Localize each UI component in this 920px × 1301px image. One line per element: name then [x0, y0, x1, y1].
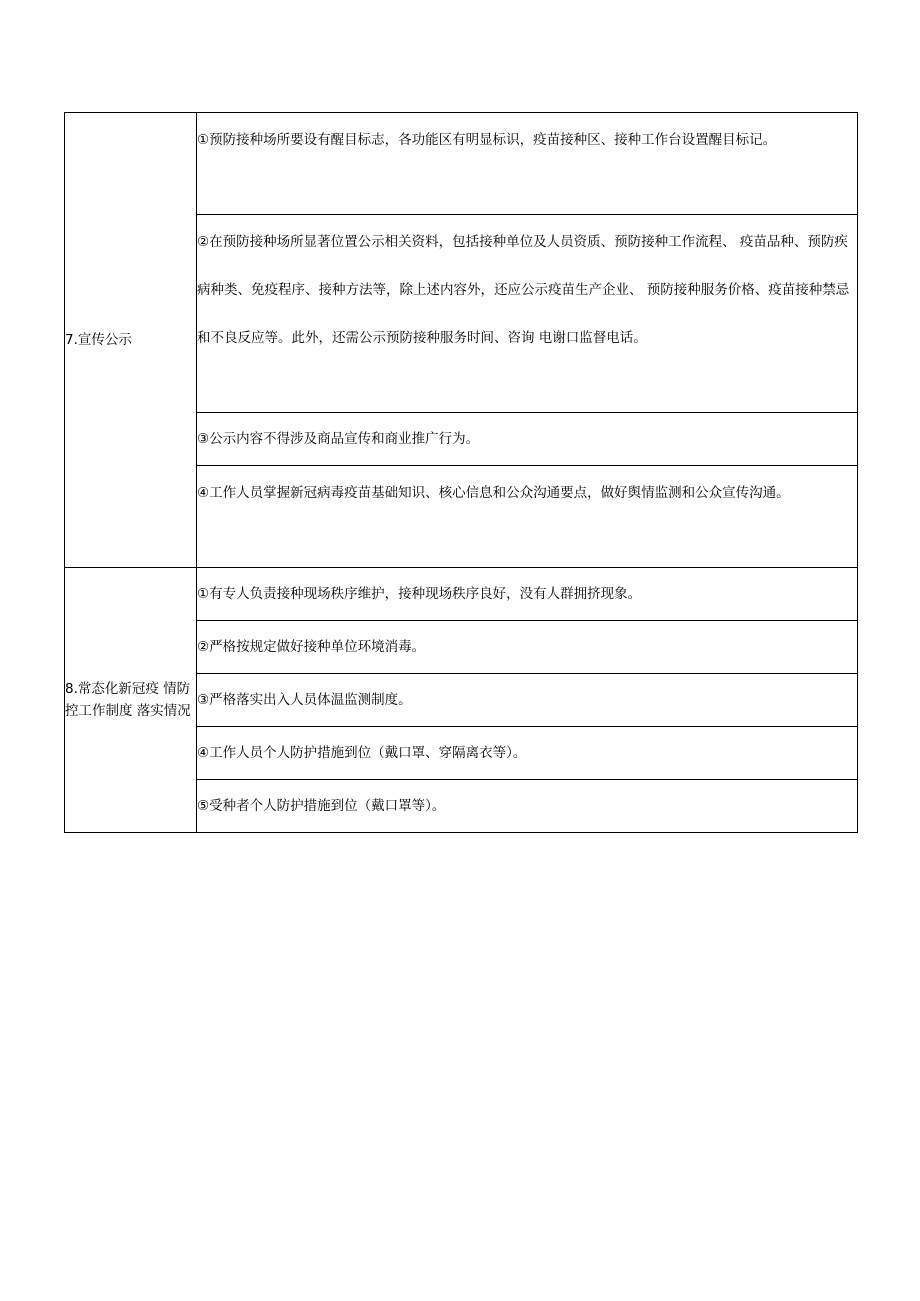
- category-label: 8.常态化新冠疫 情防控工作制度 落实情况: [65, 681, 191, 719]
- table-row: [65, 568, 858, 621]
- item-text: ③公示内容不得涉及商品宣传和商业推广行为。: [197, 431, 480, 447]
- item-cell: [197, 466, 858, 568]
- category-cell: [65, 113, 197, 568]
- requirements-table: [64, 112, 858, 833]
- item-text: ③严格落实出入人员体温监测制度。: [197, 692, 412, 708]
- category-cell: [65, 568, 197, 833]
- item-text: ④工作人员个人防护措施到位（戴口罩、穿隔离衣等）。: [197, 745, 527, 761]
- item-cell: [197, 780, 858, 833]
- item-text: ①预防接种场所要设有醒目标志，各功能区有明显标识，疫苗接种区、接种工作台设置醒目标记。: [197, 132, 777, 148]
- item-cell: [197, 568, 858, 621]
- item-text: ②严格按规定做好接种单位环境消毒。: [197, 639, 426, 655]
- item-text: ①有专人负责接种现场秩序维护，接种现场秩序良好，没有人群拥挤现象。: [197, 586, 642, 602]
- item-cell: [197, 727, 858, 780]
- item-cell: [197, 621, 858, 674]
- category-label: 7.宣传公示: [65, 332, 132, 348]
- table-row: [65, 113, 858, 215]
- item-text: ②在预防接种场所显著位置公示相关资料，包括接种单位及人员资质、预防接种工作流程、 疫苗品种、预防疾病种类、免疫程序、接种方法等，除上述内容外，还应公示疫苗生产企业、 预防接种服务价格、疫苗接种禁忌和不良反应等。此外，还需公示预防接种服务时间、咨询 电谢口监督电话。: [197, 234, 850, 346]
- item-cell: [197, 215, 858, 413]
- item-cell: [197, 113, 858, 215]
- item-cell: [197, 674, 858, 727]
- item-text: ⑤受种者个人防护措施到位（戴口罩等）。: [197, 798, 446, 814]
- item-text: ④工作人员掌握新冠病毒疫苗基础知识、核心信息和公众沟通要点，做好舆情监测和公众宣传沟通。: [197, 485, 790, 501]
